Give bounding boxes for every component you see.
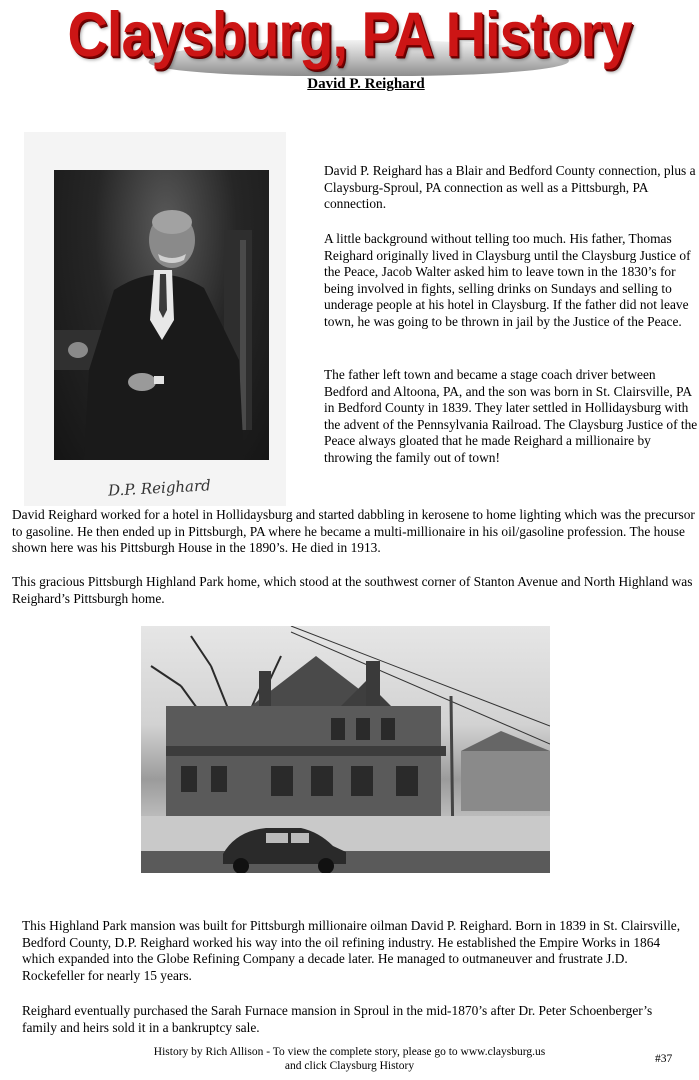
highland-paragraph: This Highland Park mansion was built for Pittsburgh millionaire oilman David P. Reighard. Born in 1839 in St. Clairsville, Bedford County, D.P. Reighard worked his way into the oil refining industry. He established the Empire Works in 1864 which expanded into the Globe Refining Company a decade later. He managed to outmaneuver and frustrate J.D. Rockefeller for nearly 15 years. <box>22 918 681 983</box>
stagecoach-paragraph: The father left town and became a stage coach driver between Bedford and Altoona, PA, and the son was born in St. Clairsville, PA in Bedford County in 1839. They later settled in Hollidaysburg with the advent of the Pennsylvania Railroad. The Claysburg Justice of the Peace always gloated that he made Reighard a millionaire by throwing the family out of town! <box>324 367 698 465</box>
sproul-paragraph: Reighard eventually purchased the Sarah Furnace mansion in Sproul in the mid-1870’s after Dr. Peter Schoenberger’s family and heirs sold it in a bankruptcy sale. <box>22 1003 653 1035</box>
page-number: #37 <box>655 1053 673 1065</box>
house-photo-icon <box>141 626 550 873</box>
kerosene-paragraph: David Reighard worked for a hotel in Hollidaysburg and started dabbling in kerosene to home lighting which was the precursor to gasoline. He then ended up in Pittsburgh, PA where he became a multi-millionaire in his oil/gasoline profession. The house shown here was his Pittsburgh House in the 1890’s. He died in 1913. <box>12 507 695 555</box>
portrait-photo-icon <box>54 170 269 460</box>
footer-line-1: History by Rich Allison - To view the complete story, please go to www.claysburg.us <box>153 1046 546 1058</box>
pittsburgh-home-paragraph: This gracious Pittsburgh Highland Park home, which stood at the southwest corner of Stanton Avenue and North Highland was Reighard’s Pittsburgh home. <box>12 574 693 606</box>
intro-paragraph: David P. Reighard has a Blair and Bedford County connection, plus a Claysburg-Sproul, PA connection as well as a Pittsburgh, PA connection. <box>324 163 696 211</box>
page-title: Claysburg, PA History <box>67 0 632 70</box>
portrait-signature: D.P. Reighard <box>107 476 212 500</box>
background-paragraph: A little background without telling too much. His father, Thomas Reighard originally lived in Claysburg until the Claysburg Justice of the Peace, Jacob Walter asked him to leave town in the 1830’s for being involved in fights, selling drinks on Sundays and selling to underage people at his hotel in Claysburg. If the father did not leave town, he was going to be thrown in jail by the Justice of the Peace. <box>324 231 691 329</box>
title-banner <box>0 0 699 78</box>
footer-line-2: and click Claysburg History <box>284 1060 415 1072</box>
footer <box>0 1045 699 1073</box>
page-subtitle: David P. Reighard <box>307 76 425 92</box>
